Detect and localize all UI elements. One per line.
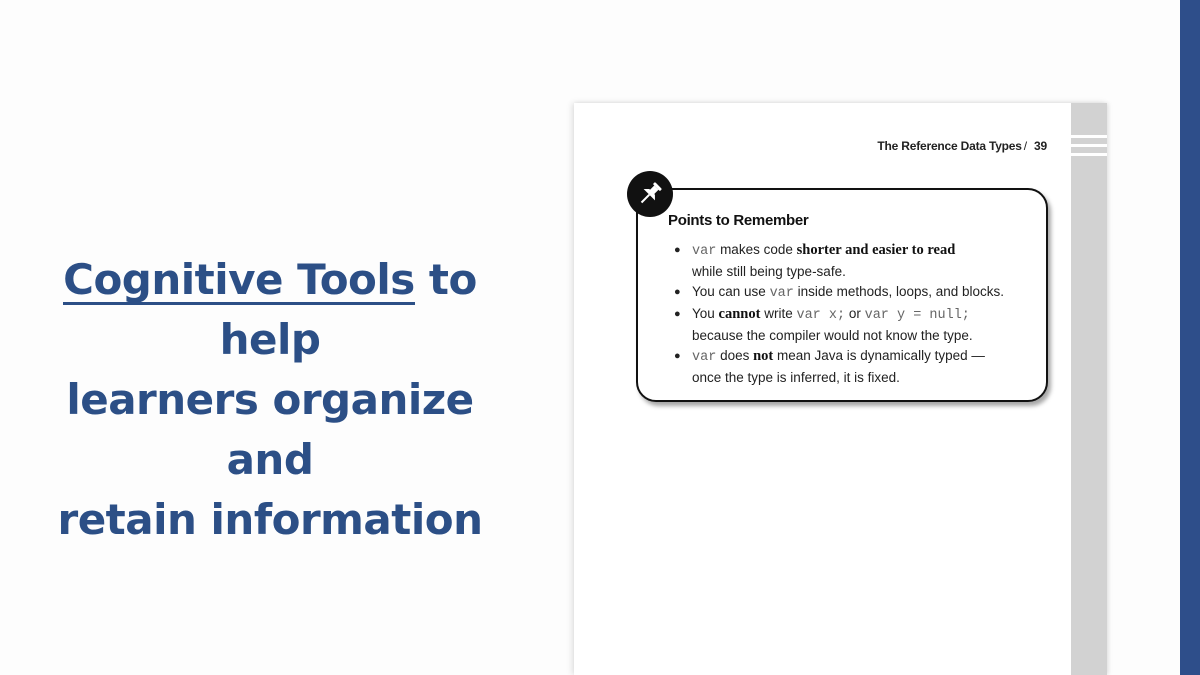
item-emphasis: cannot	[718, 306, 761, 322]
item-line-2: because the compiler would not know the type.	[692, 328, 973, 343]
heading-line-3: retain information	[57, 495, 483, 544]
heading-highlight: Cognitive Tools	[63, 255, 415, 304]
list-item	[674, 240, 1034, 282]
callout-list	[674, 240, 1034, 388]
code-snippet: var y = null;	[864, 308, 970, 323]
running-head	[877, 139, 1047, 153]
margin-stripe	[1071, 144, 1107, 147]
running-head-section: The Reference Data Types	[877, 139, 1022, 153]
margin-stripe	[1071, 153, 1107, 156]
code-snippet: var x;	[796, 308, 846, 323]
item-text: mean Java is dynamically typed —	[773, 348, 985, 363]
item-text: You	[692, 306, 719, 321]
heading-line-1	[20, 250, 520, 370]
bullet-icon: ●	[674, 244, 681, 256]
item-text: does	[716, 348, 754, 363]
item-emphasis: shorter and easier to read	[796, 242, 956, 258]
code-var: var	[692, 244, 717, 259]
slide-accent-bar	[1180, 0, 1200, 675]
item-line-2: once the type is inferred, it is fixed.	[692, 370, 900, 385]
bullet-icon: ●	[674, 308, 681, 320]
page-thumb-margin	[1071, 103, 1107, 675]
page-number: 39	[1034, 139, 1047, 153]
item-text: or	[845, 306, 865, 321]
code-var: var	[692, 350, 717, 365]
slide-heading	[20, 250, 520, 550]
item-line-2: while still being type-safe.	[692, 264, 846, 279]
running-head-separator: /	[1023, 139, 1027, 153]
item-text: inside methods, loops, and blocks.	[793, 284, 1005, 299]
list-item	[674, 282, 1034, 304]
callout-title: Points to Remember	[668, 212, 809, 229]
item-text: You can use	[692, 284, 770, 299]
item-text: write	[760, 306, 797, 321]
code-var: var	[769, 286, 794, 301]
item-text: makes code	[716, 242, 797, 257]
list-item	[674, 346, 1034, 388]
heading-line-2: learners organize and	[66, 375, 474, 484]
points-to-remember-box	[636, 188, 1048, 402]
heading-line-1-rest: to help	[219, 255, 477, 364]
margin-stripe	[1071, 135, 1107, 138]
item-emphasis: not	[753, 348, 774, 364]
bullet-icon: ●	[674, 286, 681, 298]
list-item	[674, 304, 1034, 346]
pushpin-icon	[627, 171, 673, 217]
bullet-icon: ●	[674, 350, 681, 362]
book-page-image	[574, 103, 1107, 675]
